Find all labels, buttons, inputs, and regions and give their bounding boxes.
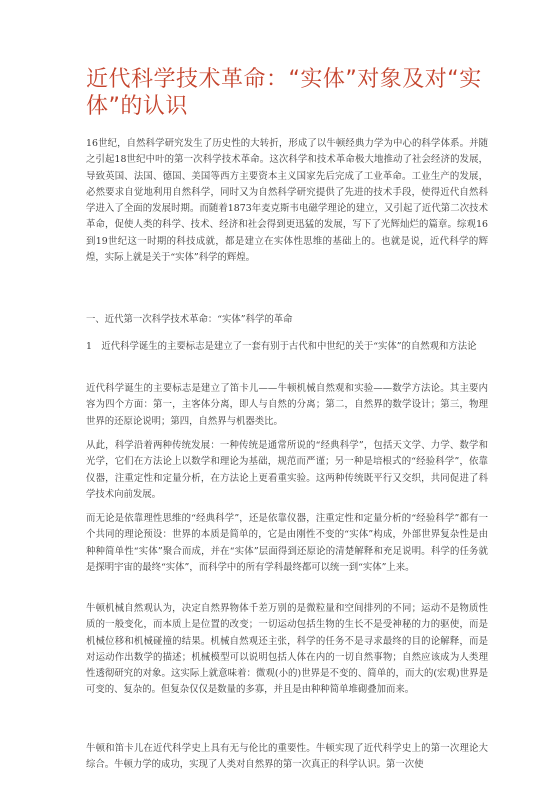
intro-paragraph: 16世纪，自然科学研究发生了历史性的大转折，形成了以牛顿经典力学为中心的科学体系。并随之引起18世纪中叶的第一次科学技术革命。这次科学和技术革命极大地推动了社会经济的发展，导致英国、法国、德国、美国等西方主要资本主义国家先后完成了工业革命。工业生产的发展，必然要求自觉地利用自然科学，同时又为自然科学研究提供了先进的技术手段，使得近代自然科学进入了全面的发展时期。而随着1873年麦克斯韦电磁学理论的建立，又引起了近代第二次技术革命，促使人类的科学、技术、经济和社会得到更迅猛的发展，写下了光辉灿烂的篇章。综观16到19世纪这一时期的科技成就，都是建立在实体性思维的基础上的。也就是说，近代科学的辉煌，实际上就是关于“实体”科学的辉煌。 — [86, 138, 488, 264]
body-paragraph-5: 牛顿和笛卡儿在近代科学史上具有无与伦比的重要性。牛顿实现了近代科学史上的第一次理论大综合。牛顿力学的成功，实现了人类对自然界的第一次真正的科学认识。第一次使 — [86, 743, 488, 771]
body-paragraph-1: 近代科学诞生的主要标志是建立了笛卡儿——牛顿机械自然观和实验——数学方法论。其主要内容为四个方面：第一，主客体分离，即人与自然的分离；第二，自然界的数学设计；第三，物理世界的还原论说明；第四，自然界与机器类比。 — [86, 383, 488, 427]
body-paragraph-2: 从此，科学沿着两种传统发展：一种传统是通常所说的“经典科学”，包括天文学、力学、数学和光学，它们在方法论上以数学和理论为基础，规范而严谨；另一种是培根式的“经验科学”，依靠仪器，注重定性和定量分析，在方法论上更看重实验。这两种传统既平行又交织，共同促进了科学技术向前发展。 — [86, 440, 488, 500]
body-paragraph-4: 牛顿机械自然观认为，决定自然界物体千差万别的是微粒量和空间排列的不同；运动不是物质性质的一般变化，而本质上是位置的改变；一切运动包括生物的生长不是受神秘的力的驱使，而是机械位移和机械碰撞的结果。机械自然观还主张，科学的任务不是寻求最终的目的论解释，而是对运动作出数学的描述；机械模型可以说明包括人体在内的一切自然事物；自然应该成为人类理性透彻研究的对象。这实际上就意味着：微观(小的)世界是不变的、简单的，而大的(宏观)世界是可变的、复杂的。但复杂仅仅是数量的多寡，并且是由种种简单堆砌叠加而来。 — [86, 603, 488, 696]
subsection-heading: 1 近代科学诞生的主要标志是建立了一套有别于古代和中世纪的关于“实体”的自然观和方法论 — [86, 341, 477, 352]
section-heading: 一、近代第一次科学技术革命：“实体”科学的革命 — [86, 314, 293, 325]
article-title: 近代科学技术革命：“实体”对象及对“实体”的认识 — [86, 67, 482, 119]
body-paragraph-3: 而无论是依靠理性思维的“经典科学”，还是依靠仪器，注重定性和定量分析的“经验科学”都有一个共同的理论预设：世界的本质是简单的，它是由刚性不变的“实体”构成，外部世界复杂性是由种种简单性“实体”聚合而成，并在“实体”层面得到还原论的清楚解释和充足说明。科学的任务就是探明宇宙的最终“实体”，而科学中的所有学科最终都可以统一到“实体”上来。 — [86, 513, 488, 573]
